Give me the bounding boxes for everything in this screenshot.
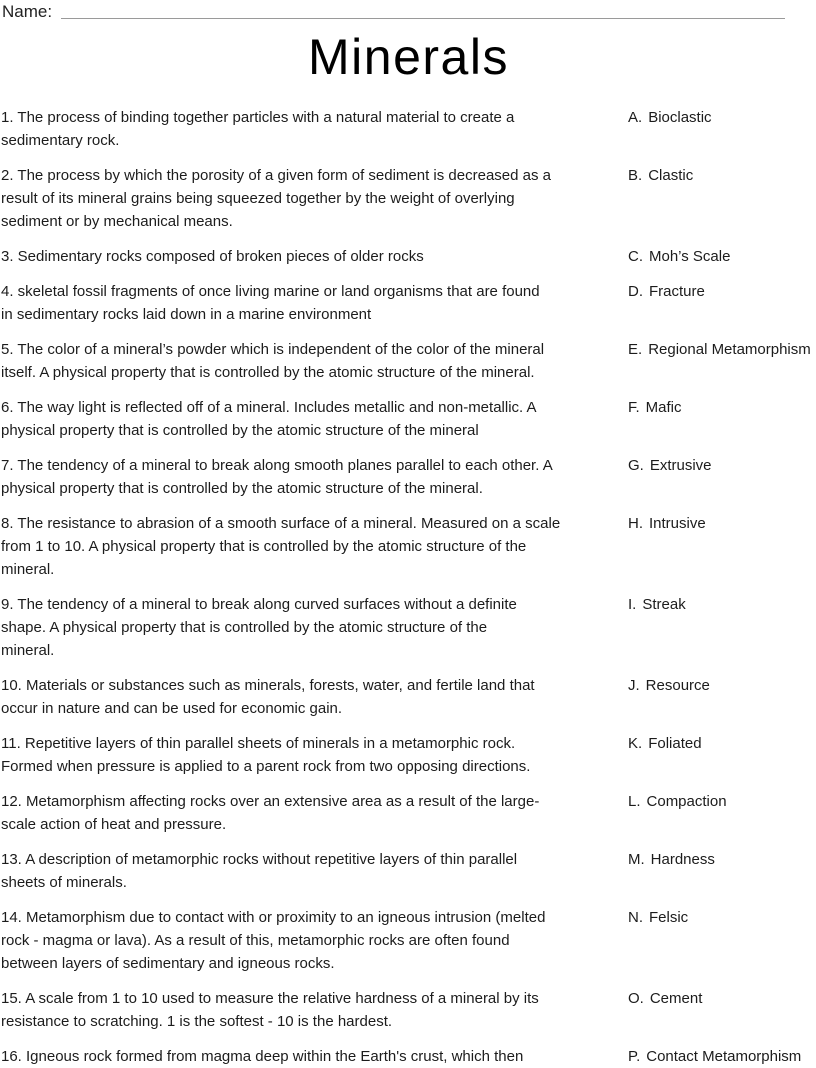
answer-letter: A. [628, 109, 643, 126]
question-line: sediment or by mechanical means. [1, 213, 233, 230]
matching-row [1, 1045, 816, 1068]
answer-item [628, 987, 816, 1010]
answer-item [628, 674, 816, 697]
answer-letter: G. [628, 457, 644, 474]
question-line: 14. Metamorphism due to contact with or proximity to an igneous intrusion (melted [1, 909, 546, 926]
matching-row [1, 454, 816, 500]
answer-item [628, 790, 816, 813]
matching-row [1, 164, 816, 233]
name-row [1, 2, 816, 22]
answer-term: Intrusive [649, 515, 706, 532]
question-line: Formed when pressure is applied to a parent rock from two opposing directions. [1, 758, 531, 775]
answer-letter: P. [628, 1048, 641, 1065]
answer-term: Foliated [648, 735, 702, 752]
answer-letter: D. [628, 283, 643, 300]
question-line: resistance to scratching. 1 is the softest - 10 is the hardest. [1, 1013, 393, 1030]
answer-letter: N. [628, 909, 643, 926]
question-text [1, 396, 613, 442]
question-line: 12. Metamorphism affecting rocks over an extensive area as a result of the large- [1, 793, 540, 810]
name-fill-line [61, 17, 785, 19]
question-text [1, 906, 613, 975]
question-line: 9. The tendency of a mineral to break along curved surfaces without a definite [1, 596, 517, 613]
answer-term: Streak [642, 596, 686, 613]
question-line: 6. The way light is reflected off of a mineral. Includes metallic and non-metallic. A [1, 399, 537, 416]
question-line: physical property that is controlled by the atomic structure of the mineral. [1, 480, 483, 497]
question-text [1, 1045, 613, 1068]
matching-row [1, 338, 816, 384]
answer-item [628, 906, 816, 929]
question-line: 8. The resistance to abrasion of a smooth surface of a mineral. Measured on a scale [1, 515, 561, 532]
name-label: Name: [2, 2, 53, 21]
matching-row [1, 987, 816, 1033]
question-line: shape. A physical property that is controlled by the atomic structure of the [1, 619, 488, 636]
answer-item [628, 106, 816, 129]
matching-row [1, 593, 816, 662]
answer-item [628, 1045, 816, 1068]
question-text [1, 164, 613, 233]
answer-item [628, 245, 816, 268]
question-line: mineral. [1, 642, 55, 659]
question-line: 15. A scale from 1 to 10 used to measure the relative hardness of a mineral by its [1, 990, 539, 1007]
question-line: between layers of sedimentary and igneous rocks. [1, 955, 335, 972]
answer-letter: E. [628, 341, 643, 358]
question-line: 10. Materials or substances such as minerals, forests, water, and fertile land that [1, 677, 535, 694]
question-text [1, 512, 613, 581]
question-text [1, 593, 613, 662]
question-line: from 1 to 10. A physical property that is controlled by the atomic structure of the [1, 538, 527, 555]
question-line: 1. The process of binding together particles with a natural material to create a [1, 109, 515, 126]
answer-letter: K. [628, 735, 643, 752]
answer-term: Fracture [649, 283, 705, 300]
question-text [1, 338, 613, 384]
page-title: Minerals [308, 29, 509, 85]
question-text [1, 674, 613, 720]
answer-term: Contact Metamorphism [646, 1048, 802, 1065]
matching-row [1, 732, 816, 778]
answer-letter: B. [628, 167, 643, 184]
matching-row [1, 245, 816, 268]
question-line: in sedimentary rocks laid down in a marine environment [1, 306, 372, 323]
question-line: sedimentary rock. [1, 132, 120, 149]
question-line: 4. skeletal fossil fragments of once living marine or land organisms that are found [1, 283, 540, 300]
question-text [1, 106, 613, 152]
question-text [1, 790, 613, 836]
question-line: 2. The process by which the porosity of a given form of sediment is decreased as a [1, 167, 552, 184]
answer-letter: O. [628, 990, 644, 1007]
matching-row [1, 106, 816, 152]
question-text [1, 732, 613, 778]
question-line: rock - magma or lava). As a result of this, metamorphic rocks are often found [1, 932, 510, 949]
answer-item [628, 848, 816, 871]
matching-row [1, 848, 816, 894]
question-line: 16. Igneous rock formed from magma deep within the Earth's crust, which then [1, 1048, 524, 1065]
matching-row [1, 790, 816, 836]
question-line: scale action of heat and pressure. [1, 816, 227, 833]
question-line: 3. Sedimentary rocks composed of broken pieces of older rocks [1, 248, 424, 265]
answer-letter: L. [628, 793, 641, 810]
matching-row [1, 280, 816, 326]
answer-term: Felsic [649, 909, 689, 926]
answer-term: Clastic [648, 167, 694, 184]
answer-item [628, 280, 816, 303]
answer-letter: C. [628, 248, 643, 265]
answer-term: Extrusive [649, 457, 712, 474]
answer-letter: I. [628, 596, 637, 613]
matching-row [1, 906, 816, 975]
answer-term: Mafic [645, 399, 682, 416]
question-line: mineral. [1, 561, 55, 578]
question-line: physical property that is controlled by the atomic structure of the mineral [1, 422, 479, 439]
answer-term: Regional Metamorphism [648, 341, 811, 358]
question-line: 7. The tendency of a mineral to break along smooth planes parallel to each other. A [1, 457, 553, 474]
answer-item [628, 338, 816, 361]
answer-item [628, 732, 816, 755]
question-line: 11. Repetitive layers of thin parallel sheets of minerals in a metamorphic rock. [1, 735, 516, 752]
question-line: 5. The color of a mineral’s powder which is independent of the color of the mineral [1, 341, 545, 358]
question-line: occur in nature and can be used for economic gain. [1, 700, 343, 717]
answer-term: Moh’s Scale [649, 248, 731, 265]
question-line: itself. A physical property that is controlled by the atomic structure of the mineral. [1, 364, 535, 381]
answer-term: Cement [649, 990, 703, 1007]
answer-term: Bioclastic [648, 109, 712, 126]
answer-item [628, 396, 816, 419]
answer-term: Hardness [650, 851, 715, 868]
question-text [1, 454, 613, 500]
answer-item [628, 164, 816, 187]
matching-list [1, 106, 816, 1068]
answer-term: Compaction [646, 793, 727, 810]
matching-row [1, 674, 816, 720]
answer-letter: F. [628, 399, 640, 416]
matching-row [1, 396, 816, 442]
question-line: sheets of minerals. [1, 874, 127, 891]
matching-row [1, 512, 816, 581]
answer-letter: H. [628, 515, 643, 532]
answer-letter: M. [628, 851, 645, 868]
answer-item [628, 593, 816, 616]
answer-letter: J. [628, 677, 640, 694]
question-line: 13. A description of metamorphic rocks without repetitive layers of thin parallel [1, 851, 518, 868]
answer-item [628, 512, 816, 535]
question-text [1, 848, 613, 894]
question-text [1, 987, 613, 1033]
answer-term: Resource [645, 677, 710, 694]
answer-item [628, 454, 816, 477]
question-text [1, 280, 613, 326]
question-text [1, 245, 613, 268]
question-line: result of its mineral grains being squeezed together by the weight of overlying [1, 190, 515, 207]
